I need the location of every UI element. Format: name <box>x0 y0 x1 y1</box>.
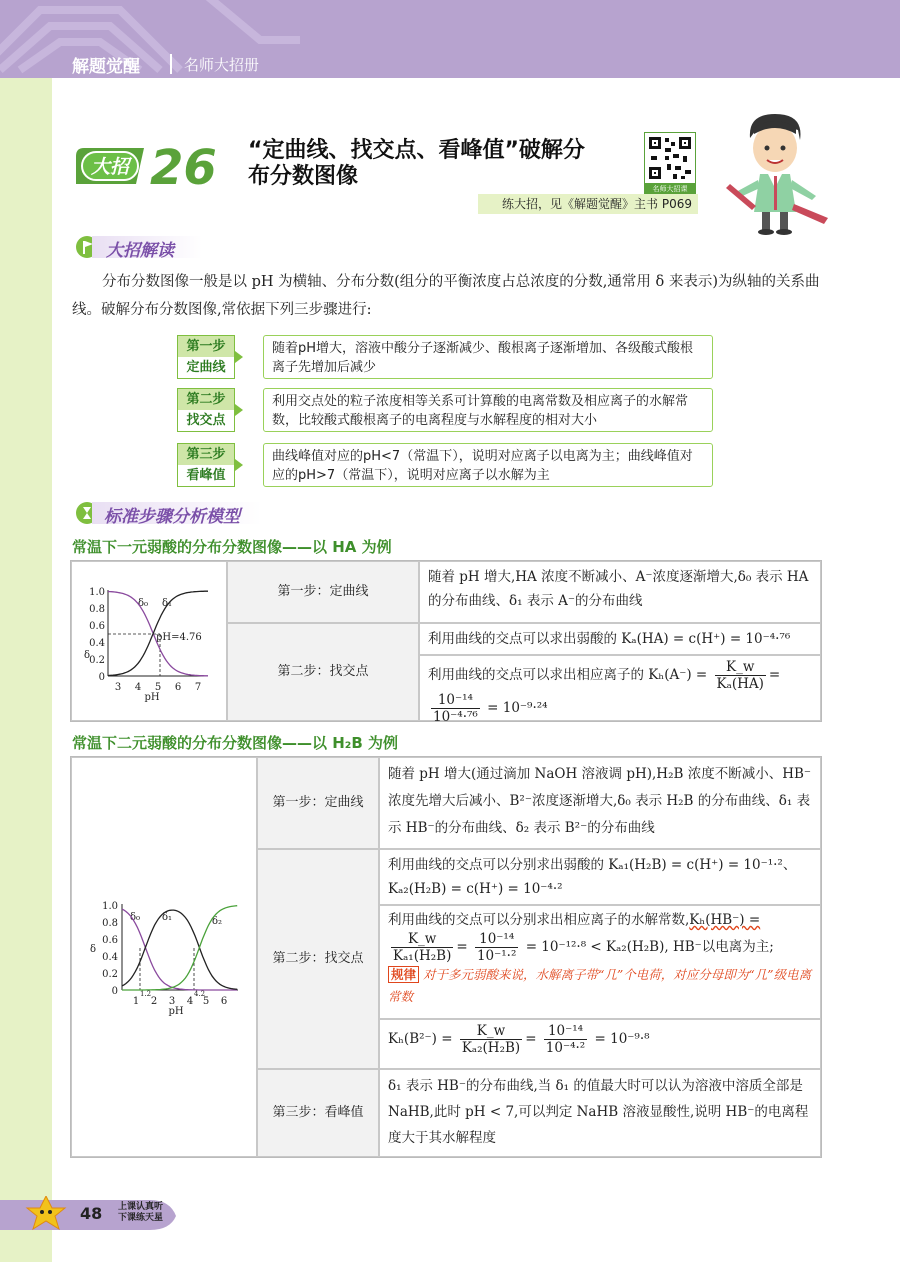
t1-ytick: 0.8 <box>89 604 105 615</box>
table1-chart <box>72 562 226 720</box>
page-number: 48 <box>80 1204 103 1223</box>
t2-xtick: 6 <box>220 996 228 1007</box>
table2-step2-text1: 利用曲线的交点可以分别求出弱酸的 Kₐ₁(H₂B) = c(H⁺) = 10⁻¹·²、Kₐ₂(H₂B) = c(H⁺) = 10⁻⁴·² <box>379 849 821 905</box>
t2-xtick: 5 <box>202 996 210 1007</box>
t1-xtick: 3 <box>114 682 122 693</box>
t1-xtick: 4 <box>134 682 142 693</box>
t2-xtick: 1 <box>132 996 140 1007</box>
t2-xtick: 3 <box>168 996 176 1007</box>
page-title: “定曲线、找交点、看峰值”破解分 布分数图像 <box>248 138 585 189</box>
t2-ylabel: δ <box>90 944 97 955</box>
trick-badge <box>70 136 240 192</box>
t2-ytick: 0 <box>111 986 118 997</box>
t2-ytick: 0.4 <box>102 952 118 963</box>
table1-step2-label: 第二步：找交点 <box>227 623 419 721</box>
t1-label-d1: δ₁ <box>162 598 173 609</box>
t1-ytick: 0 <box>98 672 105 683</box>
fraction: $\frac{K\_w}{\text{Kₐ₂(H₂B)}}$ <box>461 1023 521 1056</box>
t1-annotation: pH=4.76 <box>156 632 202 643</box>
arrow-icon <box>235 351 243 363</box>
t2-label-d1: δ₁ <box>162 912 173 923</box>
footer-slogan: 上课认真听 下课练天星 <box>118 1202 164 1223</box>
table2 <box>70 756 822 1158</box>
table1-step2-text1: 利用曲线的交点可以求出弱酸的 Kₐ(HA) = c(H⁺) = 10⁻⁴·⁷⁶ <box>419 623 821 655</box>
table2-chart <box>72 758 256 1156</box>
t2-tick-42: 4.2 <box>194 990 206 998</box>
header-subtitle: 名师大招册 <box>184 56 260 74</box>
table1 <box>70 560 822 725</box>
step-3-text: 曲线峰值对应的pH<7（常温下），说明对应离子以电离为主；曲线峰值对应的pH>7（常温下），说明对应离子以水解为主 <box>263 443 713 487</box>
t1-label-d0: δ₀ <box>138 598 149 609</box>
t2-ytick: 1.0 <box>102 901 118 912</box>
t2-tick-12: 1.2 <box>140 990 152 998</box>
t1-ylabel: δ <box>84 650 91 661</box>
rule-note: 规律 对于多元弱酸来说，水解离子带“几”个电荷，对应分母即为“几”级电离常数 <box>388 967 812 1004</box>
fraction: $\frac{K\_w}{\text{Kₐ₁(H₂B)}}$ <box>393 931 452 964</box>
table2-step2-text3: Kₕ(B²⁻) = $\frac{K\_w}{\text{Kₐ₂(H₂B)}}$ = $\frac{\text{10⁻¹⁴}}{\text{10⁻⁴·²}}$ = 10⁻⁹·⁸ <box>379 1019 821 1069</box>
table2-step3-text: δ₁ 表示 HB⁻的分布曲线,当 δ₁ 的值最大时可以认为溶液中溶质全部是 NaHB,此时 pH < 7,可以判定 NaHB 溶液显酸性,说明 HB⁻的电离程度大于其水解程度 <box>379 1069 821 1157</box>
t1-ytick: 0.6 <box>89 621 105 632</box>
left-margin-bar <box>0 78 52 1262</box>
header-divider <box>170 54 172 74</box>
t1-xtick: 7 <box>194 682 202 693</box>
header-brand: 解题觉醒 <box>72 57 140 77</box>
fraction: $\frac{\text{10⁻¹⁴}}{\text{10⁻⁴·⁷⁶}}$ <box>433 692 478 725</box>
section-title-model: 标准步骤分析模型 <box>104 507 240 527</box>
step-1-text: 随着pH增大，溶液中酸分子逐渐减少、酸根离子逐渐增加、各级酸式酸根离子先增加后减少 <box>263 335 713 379</box>
arrow-icon <box>235 459 243 471</box>
t2-xlabel: pH <box>168 1006 184 1017</box>
qr-code-icon[interactable] <box>644 132 696 184</box>
table2-step2-label: 第二步：找交点 <box>257 849 379 1069</box>
table2-step1-text: 随着 pH 增大(通过滴加 NaOH 溶液调 pH),H₂B 浓度不断减小、HB⁻浓度先增大后减小、B²⁻浓度逐渐增大,δ₀ 表示 H₂B 的分布曲线、δ₁ 表示 HB⁻的分布曲线、δ₂ 表示 B²⁻的分布曲线 <box>379 757 821 849</box>
table1-chart-cell <box>71 561 227 721</box>
teacher-character-icon <box>720 108 830 238</box>
fraction: $\frac{\text{10⁻¹⁴}}{\text{10⁻⁴·²}}$ <box>545 1023 586 1056</box>
fraction: $\frac{\text{10⁻¹⁴}}{\text{10⁻¹·²}}$ <box>476 931 517 964</box>
table2-step3-label: 第三步：看峰值 <box>257 1069 379 1157</box>
qr-label: 名师大招课 <box>644 184 696 194</box>
t1-ytick: 1.0 <box>89 587 105 598</box>
kh-hb-highlight: Kₕ(HB⁻) = <box>689 912 761 928</box>
t2-ytick: 0.6 <box>102 935 118 946</box>
t2-label-d2: δ₂ <box>212 916 223 927</box>
table1-step1-label: 第一步：定曲线 <box>227 561 419 623</box>
table2-step2-text2: 利用曲线的交点可以分别求出相应离子的水解常数,Kₕ(HB⁻) = $\frac{K\_w}{\text{Kₐ₁(H₂B)}}$ = $\frac{\text{10⁻¹⁴}}{\text{10⁻¹·²}}$ = 10⁻¹²·⁸ < Kₐ₂(H₂B), HB⁻以电离为主; 规律 对于多元弱酸来说，水解离子带“几”个电荷，对应分母即为“几”级电离常数 <box>379 905 821 1019</box>
t1-xtick: 6 <box>174 682 182 693</box>
t1-ytick: 0.2 <box>89 655 105 666</box>
badge-number: 26 <box>150 140 217 192</box>
t2-xtick: 2 <box>150 996 158 1007</box>
t1-xtick: 5 <box>154 682 162 693</box>
badge-label: 大招 <box>90 156 130 178</box>
t2-ytick: 0.8 <box>102 918 118 929</box>
table1-step2-text2: 利用曲线的交点可以求出相应离子的 Kₕ(A⁻) = $\frac{K\_w}{\text{Kₐ(HA)}}$ = $\frac{\text{10⁻¹⁴}}{\text{10⁻⁴·⁷⁶}}$ = 10⁻⁹·²⁴ <box>419 655 821 721</box>
t2-xtick: 4 <box>186 996 194 1007</box>
step-2-text: 利用交点处的粒子浓度相等关系可计算酸的电离常数及相应离子的水解常数，比较酸式酸根离子的电离程度与水解程度的相对大小 <box>263 388 713 432</box>
t1-xlabel: pH <box>144 692 160 703</box>
t2-label-d0: δ₀ <box>130 912 141 923</box>
intro-paragraph: 分布分数图像一般是以 pH 为横轴、分布分数(组分的平衡浓度占总浓度的分数,通常用 δ 来表示)为纵轴的关系曲线。破解分布分数图像,常依据下列三步骤进行: <box>72 274 820 318</box>
practice-reference: 练大招，见《解题觉醒》主书 P069 <box>478 194 698 214</box>
arrow-icon <box>235 404 243 416</box>
table2-heading: 常温下二元弱酸的分布分数图像——以 H₂B 为例 <box>72 734 399 752</box>
table1-heading: 常温下一元弱酸的分布分数图像——以 HA 为例 <box>72 538 392 556</box>
section-title-interpretation: 大招解读 <box>106 241 174 261</box>
table2-step1-label: 第一步：定曲线 <box>257 757 379 849</box>
table2-chart-cell <box>71 757 257 1157</box>
t2-ytick: 0.2 <box>102 969 118 980</box>
table1-step1-text: 随着 pH 增大,HA 浓度不断减小、A⁻浓度逐渐增大,δ₀ 表示 HA 的分布曲线、δ₁ 表示 A⁻的分布曲线 <box>419 561 821 623</box>
fraction: $\frac{K\_w}{\text{Kₐ(HA)}}$ <box>716 659 764 692</box>
t1-ytick: 0.4 <box>89 638 105 649</box>
